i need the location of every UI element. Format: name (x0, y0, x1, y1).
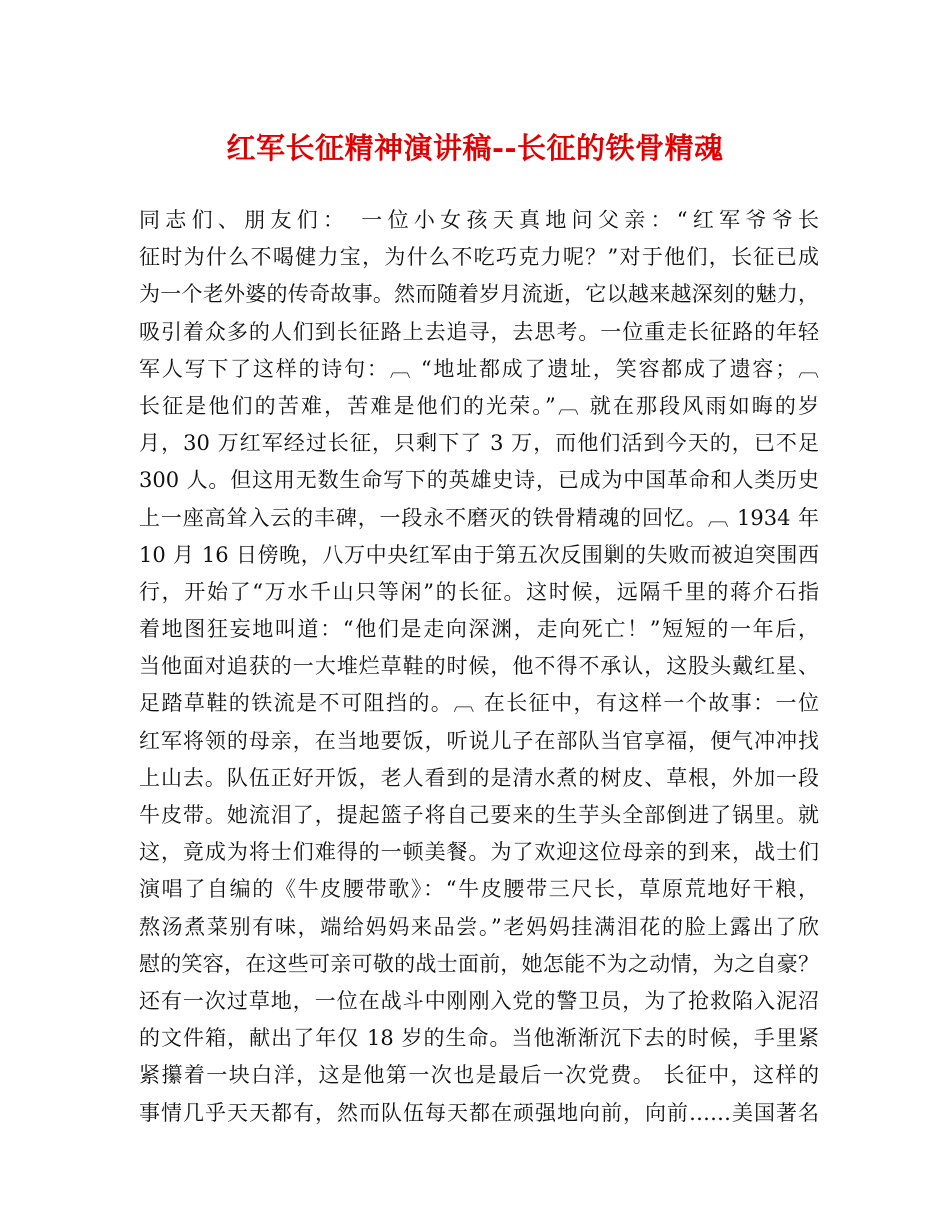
body-line: 同志们、朋友们： 一位小女孩天真地问父亲：“红军爷爷长 (139, 208, 819, 232)
document-title: 红军长征精神演讲稿--长征的铁骨精魂 (226, 131, 724, 165)
body-line: 紧攥着一块白洋，这是他第一次也是最后一次党费。 长征中，这样的 (139, 1063, 819, 1088)
body-line: 上一座高耸入云的丰碑，一段永不磨灭的铁骨精魂的回忆。︹ 1934 年 (139, 505, 819, 530)
body-line: 足踏草鞋的铁流是不可阻挡的。︹ 在长征中，有这样一个故事：一位 (139, 691, 819, 716)
body-line: 10 月 16 日傍晚，八万中央红军由于第五次反围剿的失败而被迫突围西 (139, 542, 819, 567)
body-line: 行，开始了“万水千山只等闲”的长征。这时候，远隔千里的蒋介石指 (139, 579, 819, 604)
body-line: 红军将领的母亲，在当地要饭，听说儿子在部队当官享福，便气冲冲找 (139, 728, 819, 753)
body-line: 事情几乎天天都有，然而队伍每天都在顽强地向前，向前……美国著名 (139, 1100, 819, 1125)
body-line: 牛皮带。她流泪了，提起篮子将自己要来的生芋头全部倒进了锅里。就 (139, 803, 819, 827)
body-line: 上山去。队伍正好开饭，老人看到的是清水煮的树皮、草根，外加一段 (139, 765, 819, 790)
body-line: 当他面对追获的一大堆烂草鞋的时候，他不得不承认，这股头戴红星、 (139, 654, 819, 679)
body-line: 演唱了自编的《牛皮腰带歌》：“牛皮腰带三尺长，草原荒地好干粮， (139, 877, 819, 902)
body-line: 的文件箱，献出了年仅 18 岁的生命。当他渐渐沉下去的时候，手里紧 (139, 1026, 819, 1051)
body-line: 月，30 万红军经过长征，只剩下了 3 万，而他们活到今天的，已不足 (139, 431, 819, 456)
body-line: 慰的笑容，在这些可亲可敬的战士面前，她怎能不为之动情，为之自豪？ (139, 951, 819, 976)
body-line: 这，竟成为将士们难得的一顿美餐。为了欢迎这位母亲的到来，战士们 (139, 840, 819, 865)
body-line: 还有一次过草地，一位在战斗中刚刚入党的警卫员，为了抢救陷入泥沼 (139, 988, 819, 1013)
document-body (139, 202, 819, 1132)
body-line: 长征是他们的苦难，苦难是他们的光荣。”︹ 就在那段风雨如晦的岁 (139, 393, 819, 418)
body-line: 军人写下了这样的诗句：︹ “地址都成了遗址，笑容都成了遗容；︹ (139, 356, 819, 381)
body-line: 熬汤煮菜别有味，端给妈妈来品尝。”老妈妈挂满泪花的脸上露出了欣 (139, 914, 819, 939)
body-line: 为一个老外婆的传奇故事。然而随着岁月流逝，它以越来越深刻的魅力， (139, 282, 819, 307)
body-line: 征时为什么不喝健力宝，为什么不吃巧克力呢？”对于他们，长征已成 (139, 245, 819, 270)
body-line: 着地图狂妄地叫道：“他们是走向深渊，走向死亡！”短短的一年后， (139, 617, 819, 642)
body-line: 吸引着众多的人们到长征路上去追寻，去思考。一位重走长征路的年轻 (139, 319, 819, 344)
body-line: 300 人。但这用无数生命写下的英雄史诗，已成为中国革命和人类历史 (139, 468, 819, 493)
